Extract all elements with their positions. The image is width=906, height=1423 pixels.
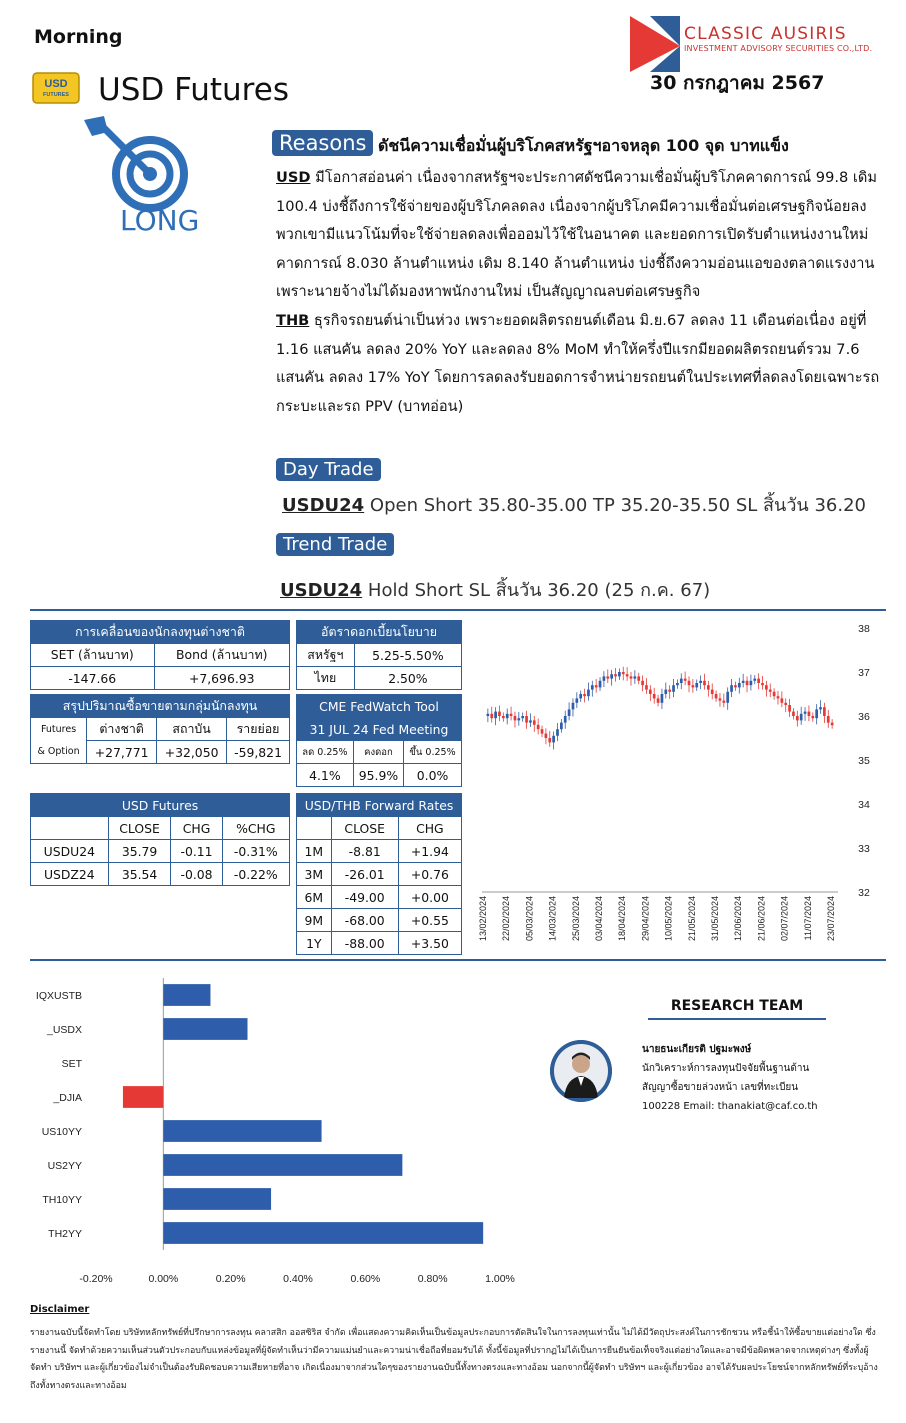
candle-body xyxy=(521,716,524,718)
investor-volume-title: สรุปปริมาณซื้อขายตามกลุ่มนักลงทุน xyxy=(31,695,290,718)
usd-futures-price-chart xyxy=(478,618,880,964)
usd-futures-table xyxy=(30,793,290,886)
candle-body xyxy=(692,685,695,687)
x-tick-label: 23/07/2024 xyxy=(826,896,836,942)
y-tick-label: 35 xyxy=(858,755,870,767)
candle-body xyxy=(827,716,830,723)
candle-body xyxy=(490,714,493,718)
candle-body xyxy=(719,698,722,700)
signal-label: LONG xyxy=(120,204,200,237)
fedwatch-header-up: ขึ้น 0.25% xyxy=(404,741,462,764)
reasons-body xyxy=(276,164,886,421)
candle-body xyxy=(517,718,520,720)
investor-volume-row-label-1: Futures xyxy=(31,718,87,741)
candle-body xyxy=(591,685,594,689)
policy-rate-table xyxy=(296,620,462,690)
candle-body xyxy=(750,681,753,685)
target-arrow-icon xyxy=(80,112,190,212)
investor-volume-retail-value: -59,821 xyxy=(227,741,290,764)
x-tick-label: 13/02/2024 xyxy=(478,896,488,942)
candle-body xyxy=(560,723,563,730)
candle-body xyxy=(510,714,513,716)
candle-body xyxy=(819,707,822,709)
x-tick-label: 14/03/2024 xyxy=(547,896,558,942)
candle-body xyxy=(769,690,772,692)
candle-body xyxy=(552,736,555,743)
x-tick-label: 0.00% xyxy=(148,1273,179,1285)
candle-body xyxy=(622,672,625,674)
candle-body xyxy=(541,729,544,733)
candle-body xyxy=(703,681,706,685)
disclaimer-title: Disclaimer xyxy=(30,1304,90,1315)
edition-label: Morning xyxy=(34,26,123,48)
candle-body xyxy=(661,694,664,703)
forward-rates-cell: +0.00 xyxy=(398,886,461,909)
candle-body xyxy=(695,683,698,687)
forward-rates-cell: 1Y xyxy=(297,932,332,955)
x-tick-label: 02/07/2024 xyxy=(779,896,790,942)
y-tick-label: 32 xyxy=(858,887,870,899)
investor-volume-foreign-value: +27,771 xyxy=(87,741,157,764)
candle-body xyxy=(537,725,540,729)
foreign-flow-col-set: SET (ล้านบาท) xyxy=(31,644,155,667)
candle-body xyxy=(815,709,818,718)
forward-rates-header: CLOSE xyxy=(331,817,398,840)
investor-volume-table xyxy=(30,694,290,764)
candle-body xyxy=(564,716,567,723)
report-date: 30 กรกฎาคม 2567 xyxy=(650,72,825,94)
category-label: _USDX xyxy=(46,1024,82,1036)
brand-name: CLASSIC AUSIRIS xyxy=(684,24,847,44)
candle-body xyxy=(726,692,729,703)
candle-body xyxy=(572,703,575,710)
candle-body xyxy=(746,681,749,685)
candle-body xyxy=(545,734,548,738)
candle-body xyxy=(514,716,517,720)
section-divider-top xyxy=(30,609,886,611)
usd-futures-cell: 35.54 xyxy=(108,863,171,886)
fedwatch-header-hold: คงดอก xyxy=(353,741,403,764)
candle-body xyxy=(614,674,617,676)
analyst-contact: 100228 Email: thanakiat@caf.co.th xyxy=(642,1101,818,1112)
x-tick-label: 31/05/2024 xyxy=(710,896,720,942)
candle-body xyxy=(630,676,633,678)
y-tick-label: 33 xyxy=(858,843,870,855)
candle-body xyxy=(556,729,559,736)
candle-body xyxy=(610,674,613,678)
usd-futures-cell: USDZ24 xyxy=(31,863,109,886)
candle-body xyxy=(757,679,760,683)
candle-body xyxy=(742,681,745,683)
brand-subtitle: INVESTMENT ADVISORY SECURITIES CO.,LTD. xyxy=(684,44,873,53)
candle-body xyxy=(715,694,718,698)
forward-rates-cell: -8.81 xyxy=(331,840,398,863)
candle-body xyxy=(533,720,536,724)
y-tick-label: 36 xyxy=(858,711,870,723)
candle-body xyxy=(784,703,787,705)
candle-body xyxy=(792,712,795,716)
y-tick-label: 34 xyxy=(858,799,870,811)
x-tick-label: 25/03/2024 xyxy=(570,896,581,942)
x-tick-label: 11/07/2024 xyxy=(802,896,813,941)
category-label: US10YY xyxy=(41,1126,82,1138)
thb-label: THB xyxy=(276,311,310,329)
day-trade-tag: Day Trade xyxy=(276,458,381,481)
day-trade-text: Open Short 35.80-35.00 TP 35.20-35.50 SL สิ้นวัน 36.20 xyxy=(364,495,866,516)
category-label: TH2YY xyxy=(48,1228,82,1240)
candle-body xyxy=(502,716,505,718)
usd-futures-cell: -0.11 xyxy=(171,840,222,863)
table-row xyxy=(297,909,462,932)
forward-rates-cell: -88.00 xyxy=(331,932,398,955)
fedwatch-header-down: ลด 0.25% xyxy=(297,741,354,764)
candle-body xyxy=(618,672,621,676)
bar xyxy=(163,1222,483,1244)
forward-rates-cell: 9M xyxy=(297,909,332,932)
candle-body xyxy=(753,679,756,681)
investor-volume-inst-value: +32,050 xyxy=(157,741,227,764)
bar xyxy=(123,1086,163,1108)
candle-body xyxy=(734,685,737,687)
forward-rates-cell: 6M xyxy=(297,886,332,909)
candle-body xyxy=(811,716,814,718)
candle-body xyxy=(730,685,733,692)
candle-body xyxy=(765,685,768,689)
candle-body xyxy=(641,681,644,685)
analyst-role-2: สัญญาซื้อขายล่วงหน้า เลขที่ทะเบียน xyxy=(642,1082,799,1093)
candle-body xyxy=(664,690,667,694)
bar xyxy=(163,984,210,1006)
usd-label: USD xyxy=(276,169,311,186)
thb-paragraph xyxy=(276,307,886,421)
usd-futures-header: CHG xyxy=(171,817,222,840)
candle-body xyxy=(672,685,675,692)
policy-rate-th-label: ไทย xyxy=(297,667,355,690)
x-tick-label: 0.40% xyxy=(283,1273,313,1285)
x-tick-label: 05/03/2024 xyxy=(524,896,535,942)
candle-body xyxy=(606,676,609,678)
candle-body xyxy=(804,712,807,714)
fedwatch-value-hold: 95.9% xyxy=(353,764,403,787)
candle-body xyxy=(788,705,791,712)
forward-rates-cell: +3.50 xyxy=(398,932,461,955)
investor-volume-row-label-2: & Option xyxy=(31,741,87,764)
bar xyxy=(163,1154,402,1176)
candle-body xyxy=(773,692,776,696)
usd-futures-header xyxy=(31,817,109,840)
candle-body xyxy=(800,714,803,721)
usd-futures-cell: USDU24 xyxy=(31,840,109,863)
trend-trade-text: Hold Short SL สิ้นวัน 36.20 (25 ก.ค. 67) xyxy=(362,580,711,601)
fedwatch-title: CME FedWatch Tool xyxy=(297,695,462,718)
usd-logo-bottom-text: FUTURES xyxy=(43,92,69,98)
candle-body xyxy=(626,674,629,676)
usd-futures-cell: -0.22% xyxy=(222,863,289,886)
candle-body xyxy=(603,676,606,680)
analyst-name: นายธนะเกียรติ ปฐมะพงษ์ xyxy=(642,1044,752,1055)
x-tick-label: 03/04/2024 xyxy=(594,896,604,942)
trend-trade-line xyxy=(280,575,710,604)
investor-volume-col-foreign: ต่างชาติ xyxy=(87,718,157,741)
forward-rates-cell: 3M xyxy=(297,863,332,886)
candle-body xyxy=(831,723,834,726)
candle-body xyxy=(506,714,509,718)
disclaimer-text: รายงานฉบับนี้จัดทำโดย บริษัทหลักทรัพย์ที่ปรึกษาการลงทุน คลาสสิก ออสซิริส จำกัด เพื่อแสดงความคิดเห็นเป็นข้อมูลประกอบการตัดสินใจในการลงทุนเท่านั้น ไม่ได้มีวัตถุประสงค์ในการชักชวน หรือชี้นำให้ซื้อขายแต่อย่างใด ซึ่งรายงานนี้ จัดทำด้วยความเห็นส่วนตัวประกอบกับแหล่งข้อมูลที่ผู้จัดทำเห็นว่ามีความแม่นยำและความน่าเชื่อถือที่ยอมรับได้ ทั้งนี้ข้อมูลที่ปรากฏไม่ได้เป็นการยืนยันข้อเท็จจริงแต่อย่างใดและอาจมีข้อผิดพลาดจากเหตุต่างๆ ซึ่งทั้งผู้จัดทำ บริษัทฯ และผู้เกี่ยวข้องไม่จำเป็นต้องรับผิดชอบความเสียหายที่อาจ เกิดเนื่องมาจากส่วนใดๆของรายงานฉบับนี้ทั้งทางตรงและทางอ้อม นอกจากนี้ผู้จัดทำ บริษัทฯ และผู้เกี่ยวข้อง อาจได้รับผลประโยชน์จากหลักทรัพย์ที่ระบุอ้างถึงทั้งทางตรงและทางอ้อม xyxy=(30,1328,878,1391)
page-title: USD Futures xyxy=(98,72,289,108)
y-tick-label: 37 xyxy=(858,667,870,679)
policy-rate-us-label: สหรัฐฯ xyxy=(297,644,355,667)
table-row xyxy=(297,886,462,909)
usd-futures-cell: -0.08 xyxy=(171,863,222,886)
candle-body xyxy=(529,720,532,722)
candle-body xyxy=(599,681,602,688)
category-label: SET xyxy=(61,1058,82,1070)
x-tick-label: 1.00% xyxy=(485,1273,515,1285)
candle-body xyxy=(738,683,741,687)
foreign-flow-title: การเคลื่อนของนักลงทุนต่างชาติ xyxy=(31,621,290,644)
day-trade-line xyxy=(282,490,866,519)
x-tick-label: 22/02/2024 xyxy=(501,896,512,942)
reasons-tag: Reasons xyxy=(272,130,373,156)
forward-rates-cell: -49.00 xyxy=(331,886,398,909)
candle-body xyxy=(761,683,764,685)
usd-futures-header: CLOSE xyxy=(108,817,171,840)
candle-body xyxy=(498,712,501,716)
x-tick-label: 0.80% xyxy=(417,1273,448,1285)
forward-rates-cell: +1.94 xyxy=(398,840,461,863)
policy-rate-th-value: 2.50% xyxy=(354,667,461,690)
analyst-info xyxy=(642,1040,818,1116)
table-row xyxy=(297,863,462,886)
candle-body xyxy=(780,698,783,702)
usd-logo-top-text: USD xyxy=(44,78,68,90)
fedwatch-value-up: 0.0% xyxy=(404,764,462,787)
candle-body xyxy=(653,694,656,698)
candle-body xyxy=(634,676,637,678)
candle-body xyxy=(688,681,691,685)
candle-body xyxy=(808,712,811,716)
table-row xyxy=(297,932,462,955)
candle-body xyxy=(525,716,528,723)
bar xyxy=(163,1018,247,1040)
forward-rates-cell: +0.55 xyxy=(398,909,461,932)
x-tick-label: 0.20% xyxy=(215,1273,246,1285)
market-change-bar-chart xyxy=(30,976,530,1288)
policy-rate-us-value: 5.25-5.50% xyxy=(354,644,461,667)
candle-body xyxy=(595,685,598,687)
x-tick-label: 0.60% xyxy=(350,1273,381,1285)
policy-rate-title: อัตราดอกเบี้ยนโยบาย xyxy=(297,621,462,644)
candle-body xyxy=(587,690,590,697)
candle-body xyxy=(568,709,571,716)
candle-body xyxy=(707,685,710,689)
x-tick-label: -0.20% xyxy=(79,1273,113,1285)
foreign-flow-set-value: -147.66 xyxy=(31,667,155,690)
forward-rates-header xyxy=(297,817,332,840)
category-label: TH10YY xyxy=(42,1194,82,1206)
y-tick-label: 38 xyxy=(858,623,870,635)
candle-body xyxy=(684,679,687,681)
research-team-title: RESEARCH TEAM xyxy=(648,998,826,1020)
investor-volume-col-retail: รายย่อย xyxy=(227,718,290,741)
candle-body xyxy=(680,679,683,683)
usd-futures-cell: 35.79 xyxy=(108,840,171,863)
x-tick-label: 12/06/2024 xyxy=(733,896,744,942)
candle-body xyxy=(645,685,648,689)
trend-trade-symbol: USDU24 xyxy=(280,580,363,601)
candle-body xyxy=(575,698,578,702)
candle-body xyxy=(494,712,497,719)
analyst-role-1: นักวิเคราะห์การลงทุนปัจจัยพื้นฐานด้าน xyxy=(642,1063,810,1074)
candle-body xyxy=(722,701,725,703)
bar xyxy=(163,1120,321,1142)
category-label: US2YY xyxy=(47,1160,82,1172)
usd-futures-header: %CHG xyxy=(222,817,289,840)
x-tick-label: 10/05/2024 xyxy=(663,896,674,942)
candle-body xyxy=(548,738,551,742)
candle-body xyxy=(699,681,702,683)
forward-rates-cell: 1M xyxy=(297,840,332,863)
analyst-avatar xyxy=(550,1040,612,1102)
forward-rates-title: USD/THB Forward Rates xyxy=(297,794,462,817)
trend-trade-tag: Trend Trade xyxy=(276,533,394,556)
x-tick-label: 29/04/2024 xyxy=(640,896,651,942)
candle-body xyxy=(711,690,714,694)
foreign-flow-bond-value: +7,696.93 xyxy=(154,667,290,690)
thb-text: ธุรกิจรถยนต์น่าเป็นห่วง เพราะยอดผลิตรถยนต์เดือน มิ.ย.67 ลดลง 11 เดือนต่อเนื่อง อยู่ที่ 1.16 แสนคัน ลดลง 20% YoY และลดลง 8% MoM ทำให้ครึ่งปีแรกมียอดผลิตรถยนต์รวม 7.6 แสนคัน ลดลง 17% YoY โดยการลดลงรับยอดการจำหน่ายรถยนต์ในประเทศที่ลดลงโดยเฉพาะรถกระบะและรถ PPV (บาทอ่อน) xyxy=(276,311,880,415)
fedwatch-value-down: 4.1% xyxy=(297,764,354,787)
forward-rates-cell: +0.76 xyxy=(398,863,461,886)
usd-futures-logo-icon xyxy=(32,72,80,104)
forward-rates-header: CHG xyxy=(398,817,461,840)
fedwatch-table xyxy=(296,694,462,787)
fedwatch-meeting: 31 JUL 24 Fed Meeting xyxy=(297,718,462,741)
x-tick-label: 18/04/2024 xyxy=(617,896,628,942)
x-tick-label: 21/05/2024 xyxy=(686,896,697,942)
reasons-headline: ดัชนีความเชื่อมั่นผู้บริโภคสหรัฐฯอาจหลุด 100 จุด บาทแข็ง xyxy=(378,136,789,155)
table-row xyxy=(31,840,290,863)
table-row xyxy=(297,840,462,863)
usd-futures-cell: -0.31% xyxy=(222,840,289,863)
bar xyxy=(163,1188,271,1210)
table-row xyxy=(31,863,290,886)
section-divider-bottom xyxy=(30,959,886,961)
candle-body xyxy=(657,698,660,702)
foreign-flow-col-bond: Bond (ล้านบาท) xyxy=(154,644,290,667)
candle-body xyxy=(777,696,780,698)
investor-volume-col-inst: สถาบัน xyxy=(157,718,227,741)
category-label: IQXUSTB xyxy=(35,990,82,1002)
candle-body xyxy=(668,690,671,692)
forward-rates-cell: -26.01 xyxy=(331,863,398,886)
forward-rates-cell: -68.00 xyxy=(331,909,398,932)
candle-body xyxy=(579,694,582,698)
x-tick-label: 21/06/2024 xyxy=(756,896,767,942)
usd-paragraph xyxy=(276,164,886,307)
day-trade-symbol: USDU24 xyxy=(282,495,365,516)
usd-text: มีโอกาสอ่อนค่า เนื่องจากสหรัฐฯจะประกาศดัชนีความเชื่อมั่นผู้บริโภคคาดการณ์ 99.8 เดิม 100.4 บ่งชี้ถึงการใช้จ่ายของผู้บริโภคลดลง เนื่องจากผู้บริโภคมีความเชื่อมั่นต่อเศรษฐกิจน้อยลง พวกเขามีแนวโน้มที่จะใช้จ่ายลดลงเพื่อออมไว้ใช้ในอนาคต และยอดการเปิดรับตำแหน่งงานใหม่คาดการณ์ 8.030 ล้านตำแหน่ง เดิม 8.140 ล้านตำแหน่ง บ่งชี้ถึงความอ่อนแอของตลาดแรงงาน เพราะนายจ้างไม่ได้มองหาพนักงานใหม่ เป็นสัญญาณลบต่อเศรษฐกิจ xyxy=(276,169,878,301)
candle-body xyxy=(676,683,679,685)
candle-body xyxy=(823,707,826,716)
category-label: _DJIA xyxy=(53,1092,82,1104)
foreign-flow-table xyxy=(30,620,290,690)
candle-body xyxy=(487,714,490,716)
candle-body xyxy=(649,690,652,694)
usd-futures-table-title: USD Futures xyxy=(31,794,290,817)
candle-body xyxy=(637,676,640,680)
candle-body xyxy=(583,694,586,696)
forward-rates-table xyxy=(296,793,462,955)
candle-body xyxy=(796,716,799,720)
